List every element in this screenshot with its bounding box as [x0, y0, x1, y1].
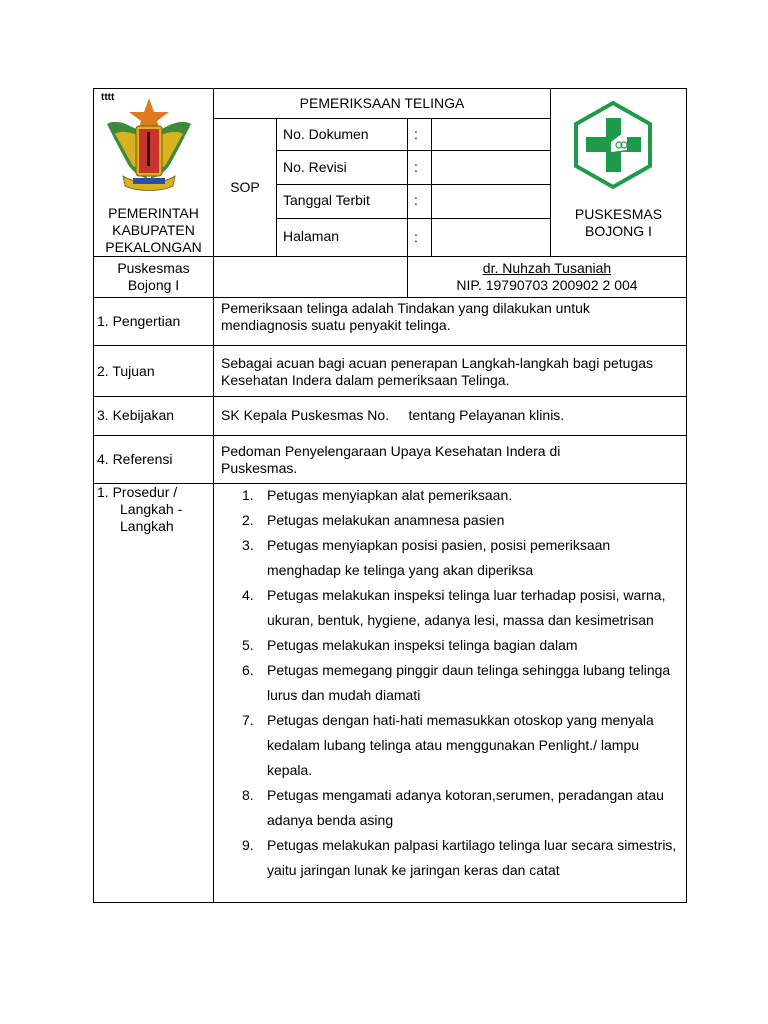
section-label-referensi: 4. Referensi [97, 451, 173, 467]
section-text-pengertian: Pemeriksaan telinga adalah Tindakan yang dilakukan untuk mendiagnosis suatu penyakit telinga. [221, 300, 590, 333]
procedure-steps-list [218, 483, 680, 883]
procedure-step [218, 708, 680, 783]
step-text: Petugas mengamati adanya kotoran,serumen, peradangan atau adanya benda asing [267, 787, 664, 828]
section-text-tujuan: Sebagai acuan bagi acuan penerapan Langkah-langkah bagi petugas Kesehatan Indera dalam pemeriksaan Telinga. [221, 355, 654, 388]
head-nip: NIP. 19790703 200902 2 004 [456, 277, 638, 293]
section-label-kebijakan: 3. Kebijakan [97, 407, 175, 423]
gov-line-2: KABUPATEN [112, 222, 195, 238]
step-number: 9. [242, 837, 254, 853]
step-number: 4. [242, 587, 254, 603]
step-number: 5. [242, 637, 254, 653]
puskesmas-line-2: BOJONG I [585, 223, 652, 239]
procedure-step [218, 658, 680, 708]
procedure-step [218, 633, 680, 658]
section-label-tujuan: 2. Tujuan [97, 363, 155, 379]
colon: : [414, 229, 418, 245]
field-label-no-revisi: No. Revisi [283, 159, 347, 175]
step-text: Petugas melakukan palpasi kartilago telinga luar secara simestris, yaitu jaringan lunak ke jaringan keras dan catat [267, 837, 677, 878]
puskesmas-logo-icon [571, 100, 655, 190]
step-text: Petugas melakukan inspeksi telinga luar terhadap posisi, warna, ukuran, bentuk, hygiene, adanya lesi, massa dan kesimetrisan [267, 587, 666, 628]
step-number: 1. [242, 487, 254, 503]
kabupaten-crest-icon [103, 96, 195, 194]
colon: : [414, 126, 418, 142]
step-text: Petugas memegang pinggir daun telinga sehingga lubang telinga lurus dan mudah diamati [267, 662, 671, 703]
field-label-halaman: Halaman [283, 228, 340, 244]
section-label-prosedur-3: Langkah [120, 518, 174, 534]
section-label-prosedur-2: Langkah - [120, 501, 183, 517]
field-label-tanggal-terbit: Tanggal Terbit [283, 192, 370, 208]
section-text-kebijakan: SK Kepala Puskesmas No. tentang Pelayanan klinis. [221, 407, 565, 423]
colon: : [414, 192, 418, 208]
step-text: Petugas melakukan anamnesa pasien [267, 512, 505, 528]
step-number: 7. [242, 712, 254, 728]
step-number: 6. [242, 662, 254, 678]
step-text: Petugas menyiapkan alat pemeriksaan. [267, 487, 513, 503]
step-number: 8. [242, 787, 254, 803]
sign-org-line-1: Puskesmas [117, 260, 190, 276]
step-text: Petugas dengan hati-hati memasukkan otoskop yang menyala kedalam lubang telinga atau menggunakan Penlight./ lampu kepala. [267, 712, 654, 778]
sign-org-line-2: Bojong I [127, 277, 180, 293]
logo-mark-text: tttt [101, 92, 115, 103]
procedure-step [218, 508, 680, 533]
step-text: Petugas menyiapkan posisi pasien, posisi pemeriksaan menghadap ke telinga yang akan diperiksa [267, 537, 611, 578]
puskesmas-line-1: PUSKESMAS [574, 206, 663, 222]
procedure-step [218, 783, 680, 833]
step-number: 2. [242, 512, 254, 528]
colon: : [414, 159, 418, 175]
head-name: dr. Nuhzah Tusaniah [482, 260, 612, 276]
section-label-prosedur-1: 1. Prosedur / [97, 484, 178, 500]
section-label-pengertian: 1. Pengertian [97, 313, 181, 329]
document-title: PEMERIKSAAN TELINGA [299, 95, 465, 111]
field-label-no-dokumen: No. Dokumen [283, 126, 369, 142]
procedure-step [218, 483, 680, 508]
section-text-referensi: Pedoman Penyelengaraan Upaya Kesehatan Indera di Puskesmas. [221, 443, 561, 476]
step-number: 3. [242, 537, 254, 553]
gov-line-1: PEMERINTAH [108, 205, 199, 221]
step-text: Petugas melakukan inspeksi telinga bagian dalam [267, 637, 578, 653]
procedure-step [218, 833, 680, 883]
gov-line-3: PEKALONGAN [105, 239, 202, 255]
procedure-step [218, 533, 680, 583]
procedure-step [218, 583, 680, 633]
sop-label: SOP [230, 179, 260, 195]
